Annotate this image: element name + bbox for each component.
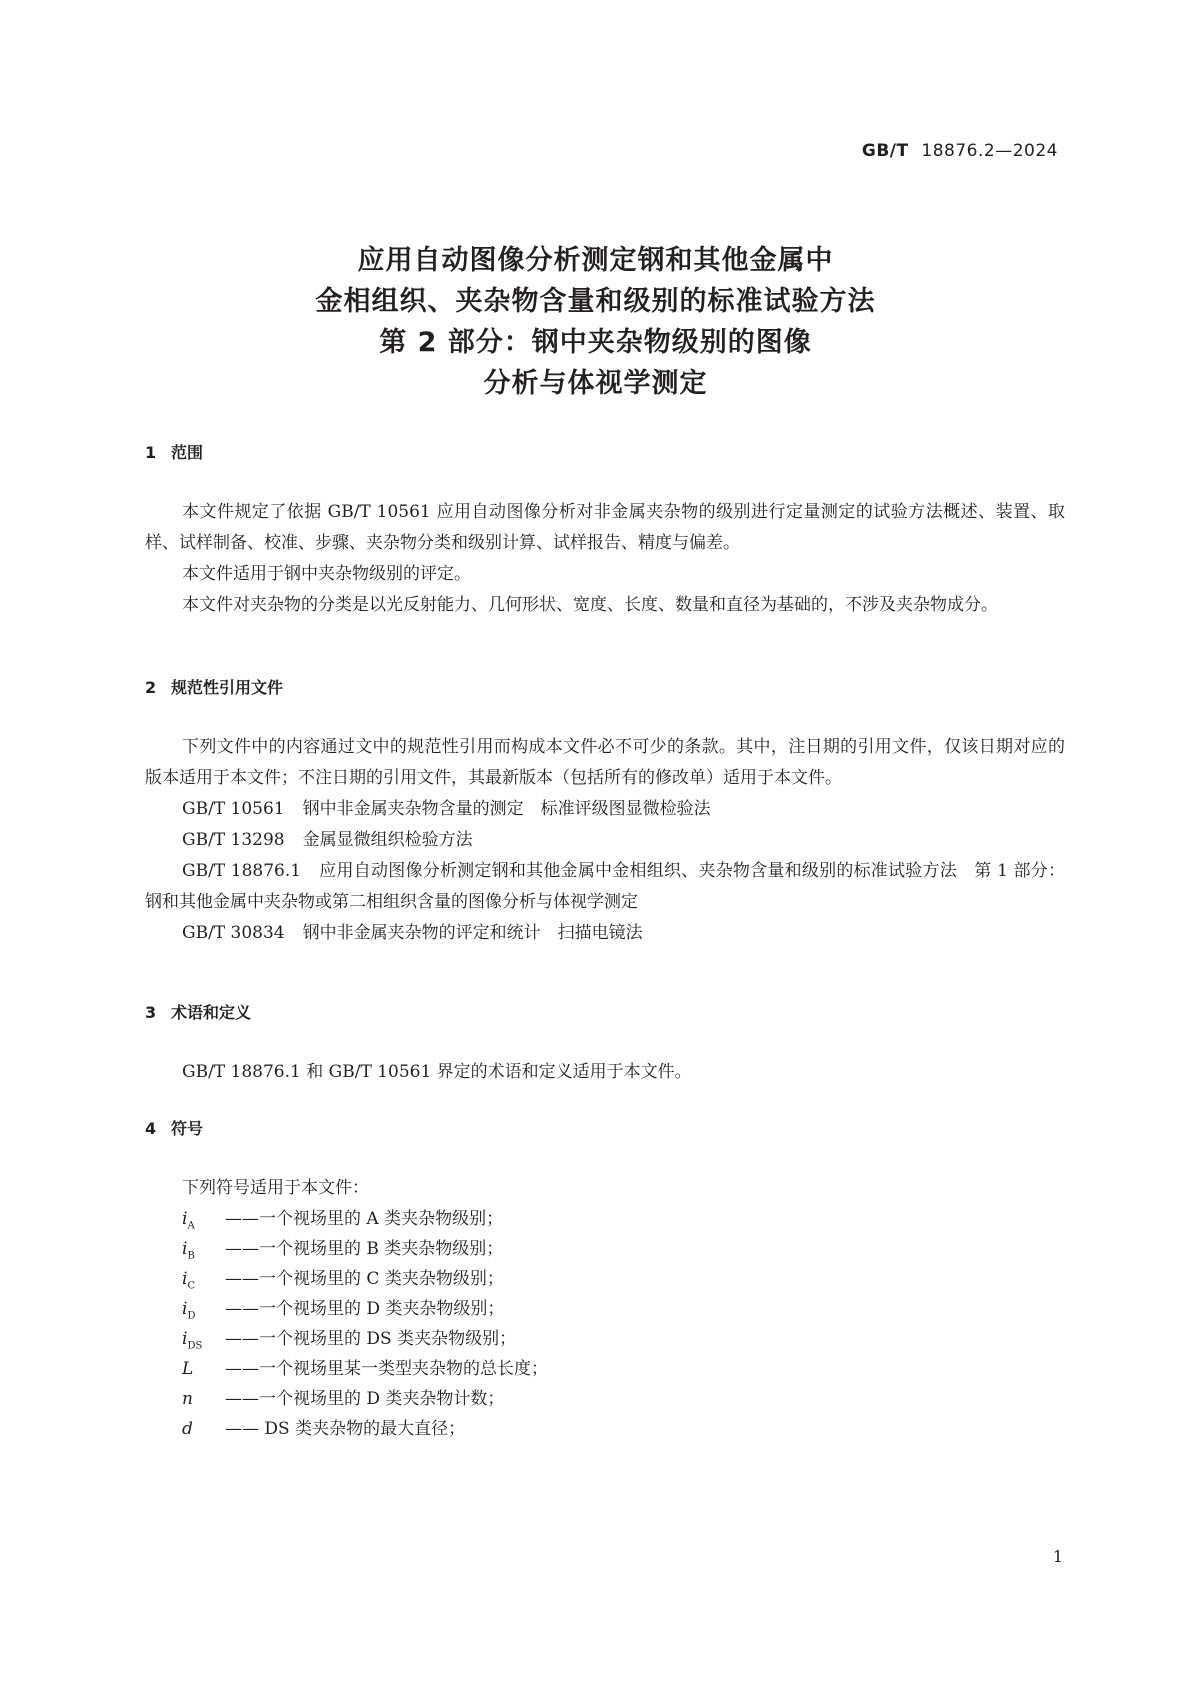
- symbol-row: [145, 1204, 1065, 1234]
- symbol-description: ——一个视场里某一类型夹杂物的总长度；: [225, 1359, 548, 1379]
- paragraph: 下列符号适用于本文件：: [182, 1178, 369, 1198]
- section-heading: [145, 676, 1065, 700]
- section-scope: [145, 441, 1065, 621]
- title-line-3: 第 2 部分：钢中夹杂物级别的图像: [379, 327, 812, 358]
- reference-title: 钢中非金属夹杂物含量的测定 标准评级图显微检验法: [302, 799, 711, 819]
- reference-code: GB/T 10561: [182, 799, 285, 819]
- symbol: d: [182, 1419, 193, 1439]
- paragraph: 下列文件中的内容通过文中的规范性引用而构成本文件必不可少的条款。其中，注日期的引用文件，仅该日期对应的版本适用于本文件；不注日期的引用文件，其最新版本（包括所有的修改单）适用于本文件。: [145, 737, 1065, 788]
- symbol: $i_{DS}$: [182, 1329, 203, 1352]
- paragraph: 本文件适用于钢中夹杂物级别的评定。: [182, 564, 471, 584]
- reference-item: [145, 825, 1065, 856]
- section-heading: [145, 1001, 1065, 1025]
- symbol-row: [145, 1264, 1065, 1294]
- symbol-description: ——一个视场里的 D 类夹杂物级别；: [225, 1299, 505, 1319]
- symbol: $i_D$: [182, 1299, 196, 1322]
- section-title: 范围: [171, 443, 204, 462]
- reference-item: [145, 856, 1065, 918]
- reference-item: [145, 794, 1065, 825]
- section-title: 术语和定义: [171, 1003, 252, 1022]
- doc-code-prefix: GB/T: [861, 141, 909, 161]
- symbol: $i_A$: [182, 1209, 195, 1232]
- section-title: 规范性引用文件: [171, 678, 284, 697]
- symbol-description: ——一个视场里的 D 类夹杂物计数；: [225, 1389, 505, 1409]
- symbol-description: ——一个视场里的 B 类夹杂物级别；: [225, 1239, 504, 1259]
- symbol-row: [145, 1414, 1065, 1444]
- symbol: $i_C$: [182, 1269, 196, 1292]
- section-number: 2: [145, 678, 157, 697]
- reference-item: [145, 918, 1065, 949]
- section-heading: [145, 441, 1065, 465]
- symbol: $i_B$: [182, 1239, 195, 1262]
- symbol: L: [182, 1359, 194, 1379]
- symbol-row: [145, 1234, 1065, 1264]
- symbol-description: ——一个视场里的 DS 类夹杂物级别；: [225, 1329, 517, 1349]
- paragraph: GB/T 18876.1 和 GB/T 10561 界定的术语和定义适用于本文件。: [182, 1062, 692, 1082]
- symbol-description: ——一个视场里的 A 类夹杂物级别；: [225, 1209, 504, 1229]
- reference-code: GB/T 18876.1: [182, 861, 302, 881]
- section-title: 符号: [171, 1119, 204, 1138]
- title-line-1: 应用自动图像分析测定钢和其他金属中: [357, 245, 834, 276]
- section-normative-references: [145, 676, 1065, 949]
- reference-title: 钢中非金属夹杂物的评定和统计 扫描电镜法: [302, 923, 643, 943]
- title-line-2: 金相组织、夹杂物含量和级别的标准试验方法: [315, 286, 876, 317]
- symbol: n: [182, 1389, 193, 1409]
- reference-code: GB/T 13298: [182, 830, 285, 850]
- section-symbols: [145, 1117, 1065, 1444]
- section-number: 4: [145, 1119, 157, 1138]
- title-line-4: 分析与体视学测定: [483, 368, 708, 399]
- page-number: 1: [1052, 1547, 1063, 1566]
- symbol-row: [145, 1324, 1065, 1354]
- document-code: [862, 141, 1058, 161]
- section-number: 3: [145, 1003, 157, 1022]
- document-title: [0, 240, 1191, 404]
- reference-title: 金属显微组织检验方法: [302, 830, 473, 850]
- symbol-description: ——一个视场里的 C 类夹杂物级别；: [225, 1269, 504, 1289]
- paragraph: 本文件规定了依据 GB/T 10561 应用自动图像分析对非金属夹杂物的级别进行定量测定的试验方法概述、装置、取样、试样制备、校准、步骤、夹杂物分类和级别计算、试样报告、精度与偏差。: [145, 502, 1065, 553]
- symbol-description: —— DS 类夹杂物的最大直径；: [225, 1419, 466, 1439]
- doc-code-number: 18876.2—2024: [921, 141, 1058, 161]
- symbol-row: [145, 1294, 1065, 1324]
- reference-title: 应用自动图像分析测定钢和其他金属中金相组织、夹杂物含量和级别的标准试验方法 第 1 部分：钢和其他金属中夹杂物或第二相组织含量的图像分析与体视学测定: [145, 861, 1065, 912]
- paragraph: 本文件对夹杂物的分类是以光反射能力、几何形状、宽度、长度、数量和直径为基础的，不涉及夹杂物成分。: [182, 595, 998, 615]
- symbol-row: [145, 1354, 1065, 1384]
- section-terms-definitions: [145, 1001, 1065, 1088]
- section-heading: [145, 1117, 1065, 1141]
- section-number: 1: [145, 443, 157, 462]
- reference-code: GB/T 30834: [182, 923, 285, 943]
- symbol-row: [145, 1384, 1065, 1414]
